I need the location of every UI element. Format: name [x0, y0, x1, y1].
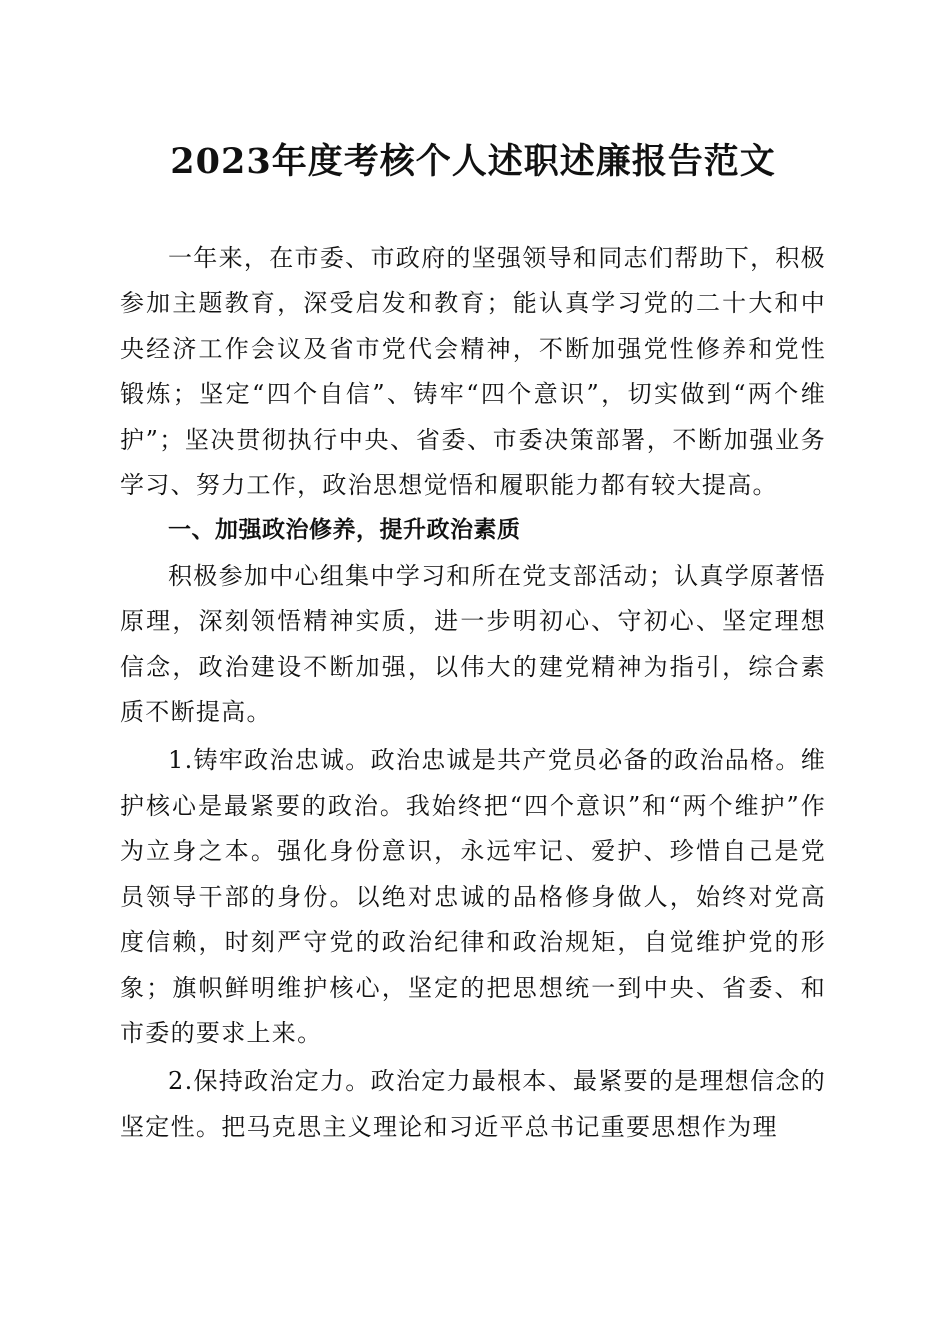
- section-heading: 一、加强政治修养，提升政治素质: [168, 517, 521, 544]
- item-2-paragraph: 2.保持政治定力。政治定力最根本、最紧要的是理想信念的坚定性。把马克思主义理论和习近平总书记重要思想作为理: [120, 1067, 826, 1141]
- document-page: [120, 140, 826, 1150]
- intro-paragraph: 一年来，在市委、市政府的坚强领导和同志们帮助下，积极参加主题教育，深受启发和教育；能认真学习党的二十大和中央经济工作会议及省市党代会精神，不断加强党性修养和党性锻炼；坚定“四个自信”、铸牢“四个意识”，切实做到“两个维护”；坚决贯彻执行中央、省委、市委决策部署，不断加强业务学习、努力工作，政治思想觉悟和履职能力都有较大提高。: [120, 244, 826, 500]
- section-body-paragraph: 积极参加中心组集中学习和所在党支部活动；认真学原著悟原理，深刻领悟精神实质，进一步明初心、守初心、坚定理想信念，政治建设不断加强，以伟大的建党精神为指引，综合素质不断提高。: [120, 561, 826, 727]
- item-1-paragraph: 1.铸牢政治忠诚。政治忠诚是共产党员必备的政治品格。维护核心是最紧要的政治。我始终把“四个意识”和“两个维护”作为立身之本。强化身份意识，永远牢记、爱护、珍惜自己是党员领导干部的身份。以绝对忠诚的品格修身做人，始终对党高度信赖，时刻严守党的政治纪律和政治规矩，自觉维护党的形象；旗帜鲜明维护核心，坚定的把思想统一到中央、省委、和市委的要求上来。: [120, 746, 826, 1047]
- document-title: 2023年度考核个人述职述廉报告范文: [170, 141, 776, 182]
